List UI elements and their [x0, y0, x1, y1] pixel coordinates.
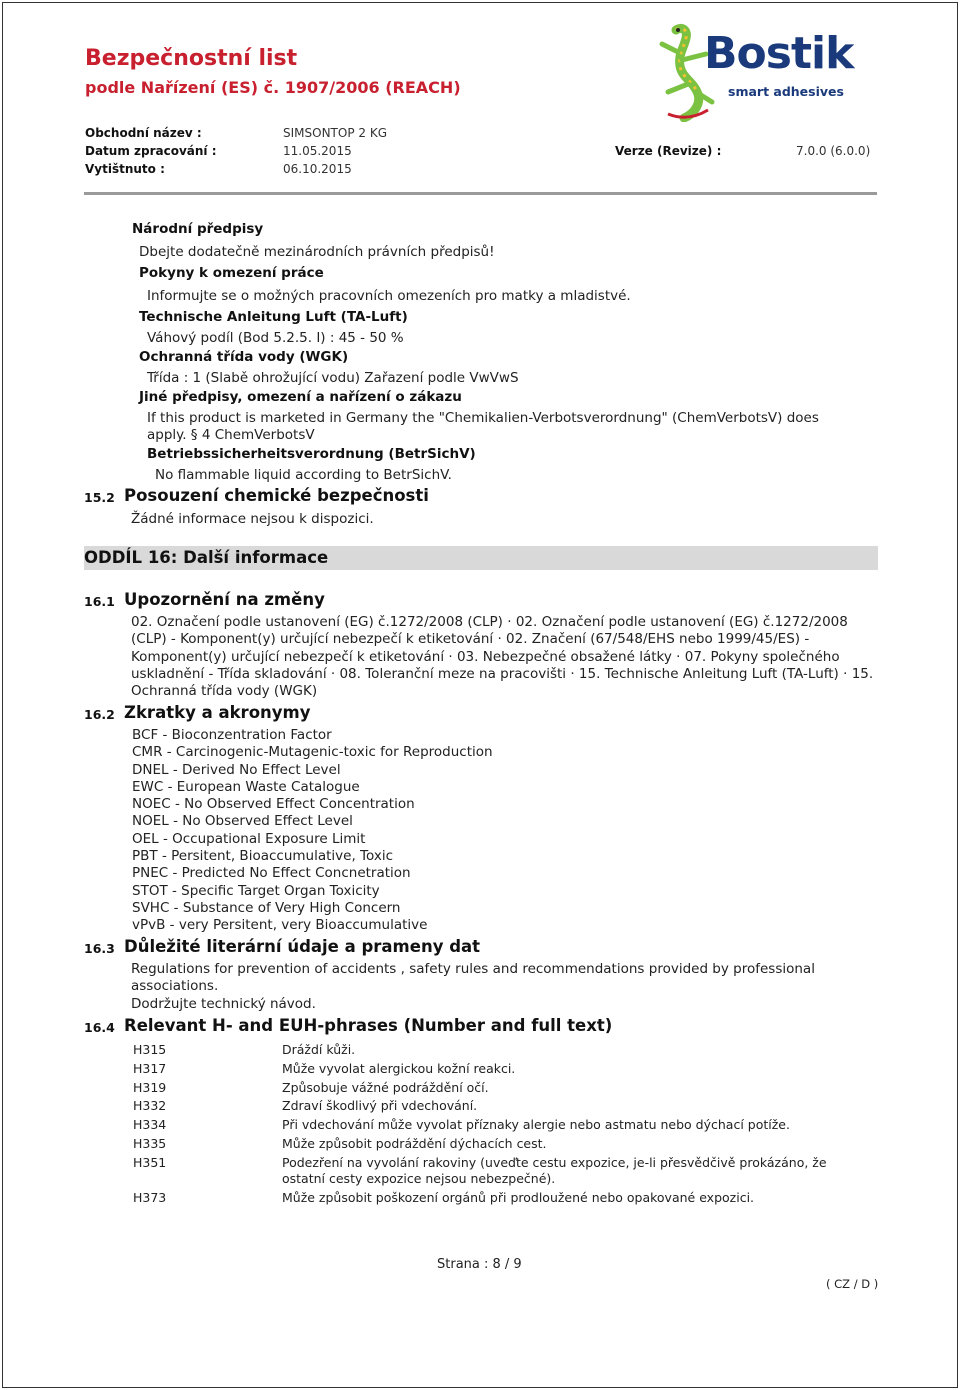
- section-16-1-title: Upozornění na změny: [124, 590, 325, 609]
- other-regulations-text-2: apply. § 4 ChemVerbotsV: [147, 427, 315, 443]
- section-16-4-number: 16.4: [84, 1020, 115, 1035]
- h-phrase-text: Zdraví škodlivý při vdechování.: [282, 1098, 478, 1113]
- h-phrase-code: H373: [133, 1190, 167, 1205]
- work-limits-text: Informujte se o možných pracovních omezeních pro matky a mladistvé.: [147, 288, 631, 304]
- header-divider: [84, 192, 877, 195]
- section-16-1-text: 02. Označení podle ustanovení (EG) č.1272/2008 (CLP) · 02. Označení podle ustanovení (EG) č.1272/2008 (CLP) - Komponent(y) určující nebezpečí k etiketování · 02. Značení (67/548/EHS nebo 1999/45/ES) - Komponent(y) určující nebezpečí k etiketování · 03. Nebezpečné obsažené látky · 07. Pokyny společného uskladnění - Třída skladování · 08. Toleranční meze na pracovišti · 15. Technische Anleitung Luft (TA-Luft) · 15. Ochranná třída vody (WGK): [131, 614, 874, 700]
- section-16-3-title: Důležité literární údaje a prameny dat: [124, 937, 481, 956]
- h-phrase-text: Může způsobit podráždění dýchacích cest.: [282, 1136, 547, 1151]
- abbreviation-item: PNEC - Predicted No Effect Concnetration: [132, 865, 411, 882]
- abbreviation-item: NOEL - No Observed Effect Level: [132, 813, 353, 830]
- abbreviation-item: BCF - Bioconzentration Factor: [132, 727, 332, 743]
- betrsichv-heading: Betriebssicherheitsverordnung (BetrSichV): [147, 446, 476, 462]
- national-regulations-heading: Národní předpisy: [132, 221, 264, 237]
- abbreviation-item: STOT - Specific Target Organ Toxicity: [132, 882, 380, 899]
- abbreviation-item: vPvB - very Persitent, very Bioaccumulative: [132, 917, 428, 934]
- section-16-2-title: Zkratky a akronymy: [124, 703, 311, 722]
- abbreviation-item: EWC - European Waste Catalogue: [132, 778, 360, 795]
- section-16-4-title: Relevant H- and EUH-phrases (Number and full text): [124, 1016, 613, 1035]
- abbreviation-item: SVHC - Substance of Very High Concern: [132, 899, 401, 916]
- betrsichv-text: No flammable liquid according to BetrSichV.: [155, 467, 452, 483]
- document-subtitle: podle Nařízení (ES) č. 1907/2006 (REACH): [85, 78, 461, 97]
- h-phrase-text: Dráždí kůži.: [282, 1042, 356, 1057]
- h-phrase-code: H351: [133, 1155, 167, 1170]
- ta-luft-text: Váhový podíl (Bod 5.2.5. I) : 45 - 50 %: [147, 330, 404, 346]
- abbreviation-list: [132, 727, 493, 935]
- work-limits-heading: Pokyny k omezení práce: [139, 265, 324, 281]
- h-phrase-text: Způsobuje vážné podráždění očí.: [282, 1080, 489, 1095]
- h-phrase-code: H332: [133, 1098, 167, 1113]
- language-code: ( CZ / D ): [826, 1277, 879, 1291]
- processed-date-label: Datum zpracování :: [85, 144, 217, 158]
- wgk-heading: Ochranná třída vody (WGK): [139, 349, 349, 365]
- h-phrase-text: Může vyvolat alergickou kožní reakci.: [282, 1061, 516, 1076]
- version-label: Verze (Revize) :: [615, 144, 722, 158]
- section-16-title: ODDÍL 16: Další informace: [84, 548, 329, 567]
- logo-tagline: smart adhesives: [728, 84, 844, 99]
- printed-date-label: Vytištnuto :: [85, 162, 165, 176]
- abbreviation-item: CMR - Carcinogenic-Mutagenic-toxic for Reproduction: [132, 744, 493, 761]
- h-phrase-text: Při vdechování může vyvolat příznaky alergie nebo astmatu nebo dýchací potíže.: [282, 1117, 790, 1132]
- section-15-2-text: Žádné informace nejsou k dispozici.: [131, 511, 374, 527]
- section-15-2-number: 15.2: [84, 490, 115, 505]
- trade-name-value: SIMSONTOP 2 KG: [283, 126, 387, 140]
- section-16-bar: [84, 546, 878, 570]
- section-16-3-text-2: Dodržujte technický návod.: [131, 996, 316, 1012]
- ta-luft-heading: Technische Anleitung Luft (TA-Luft): [139, 309, 408, 325]
- section-16-2-number: 16.2: [84, 707, 115, 722]
- other-regulations-text-1: If this product is marketed in Germany the "Chemikalien-Verbotsverordnung" (ChemVerbotsV) does: [147, 410, 819, 426]
- version-value: 7.0.0 (6.0.0): [796, 144, 871, 158]
- h-phrase-code: H334: [133, 1117, 167, 1132]
- h-phrase-text: Může způsobit poškození orgánů při prodloužené nebo opakované expozici.: [282, 1190, 755, 1205]
- document-title: Bezpečnostní list: [85, 46, 298, 71]
- h-phrase-code: H315: [133, 1042, 167, 1057]
- section-16-3-text: Regulations for prevention of accidents , safety rules and recommendations provided by professional associations.: [131, 961, 815, 995]
- logo-brand: Bostik: [704, 28, 854, 79]
- abbreviation-item: DNEL - Derived No Effect Level: [132, 761, 341, 778]
- trade-name-label: Obchodní název :: [85, 126, 202, 140]
- section-15-2-title: Posouzení chemické bezpečnosti: [124, 486, 429, 505]
- other-regulations-heading: Jiné předpisy, omezení a nařízení o zákazu: [139, 389, 462, 405]
- h-phrase-code: H335: [133, 1136, 167, 1151]
- processed-date-value: 11.05.2015: [283, 144, 352, 158]
- printed-date-value: 06.10.2015: [283, 162, 352, 176]
- wgk-text: Třída : 1 (Slabě ohrožující vodu) Zařazení podle VwVwS: [147, 370, 519, 386]
- abbreviation-item: PBT - Persitent, Bioaccumulative, Toxic: [132, 848, 393, 865]
- national-regulations-text: Dbejte dodatečně mezinárodních právních předpisů!: [139, 244, 495, 260]
- abbreviation-item: OEL - Occupational Exposure Limit: [132, 830, 366, 847]
- h-phrase-code: H319: [133, 1080, 167, 1095]
- h-phrase-text: Podezření na vyvolání rakoviny (uveďte cestu expozice, je-li přesvědčivě prokázáno, že ostatní cesty expozice nejsou nebezpečné).: [282, 1155, 827, 1186]
- section-16-3-number: 16.3: [84, 941, 115, 956]
- section-16-1-number: 16.1: [84, 594, 115, 609]
- page-number: Strana : 8 / 9: [437, 1257, 522, 1272]
- h-phrase-code: H317: [133, 1061, 167, 1076]
- bostik-logo: [648, 22, 878, 122]
- abbreviation-item: NOEC - No Observed Effect Concentration: [132, 796, 415, 813]
